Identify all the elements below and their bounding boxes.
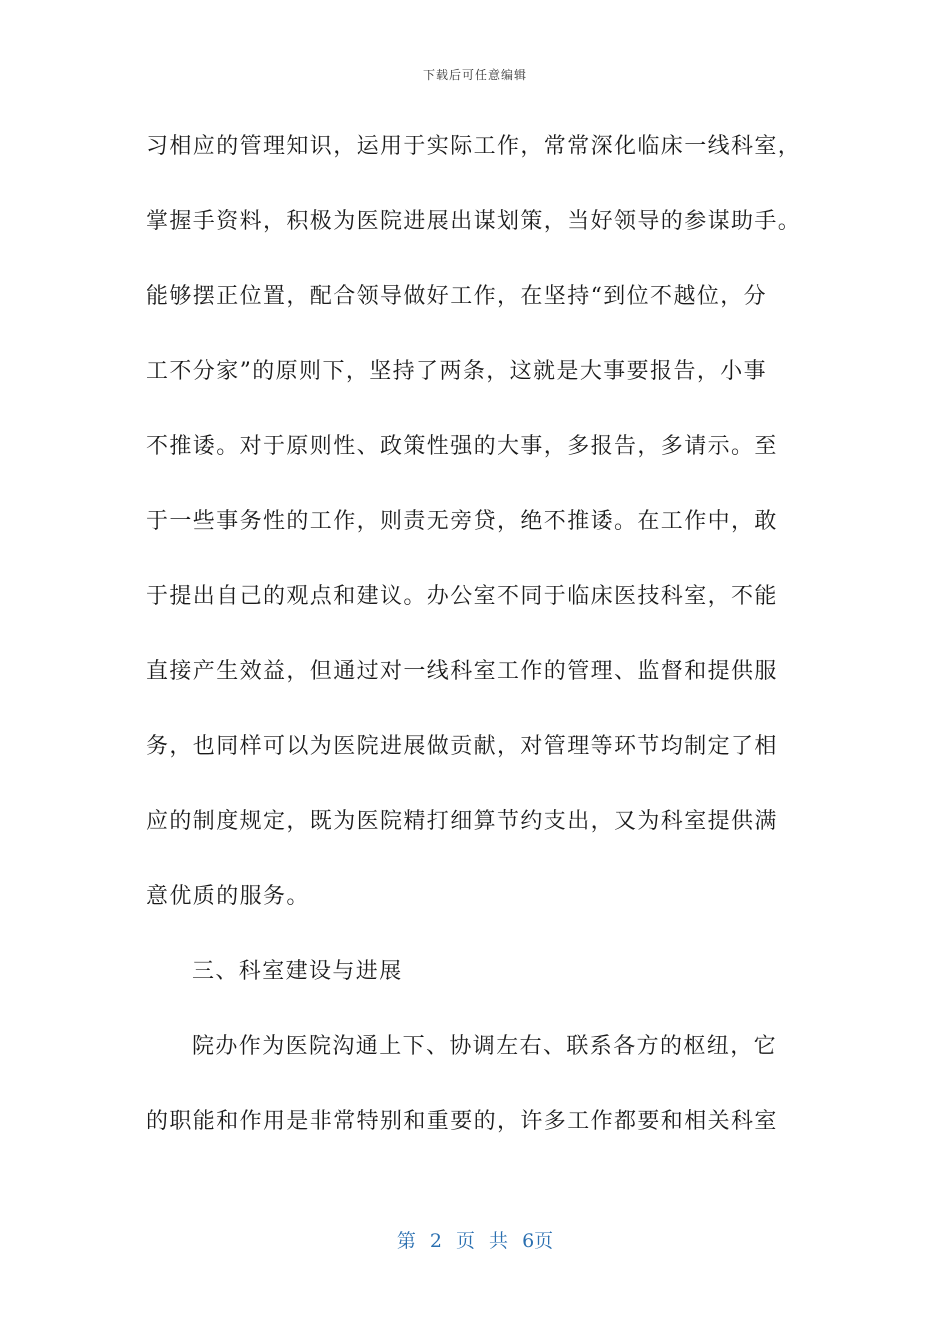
- document-body: [146, 128, 814, 1178]
- text-line: 意优质的服务。: [146, 884, 310, 909]
- paragraph-first-line: 院办作为医院沟通上下、协调左右、联系各方的枢纽，它: [192, 1034, 778, 1059]
- text-line: 习相应的管理知识，运用于实际工作，常常深化临床一线科室，: [146, 134, 802, 159]
- text-line: 务，也同样可以为医院进展做贡献，对管理等环节均制定了相: [146, 734, 778, 759]
- text-line: 的职能和作用是非常特别和重要的，许多工作都要和相关科室: [146, 1109, 778, 1134]
- section-heading: 三、科室建设与进展: [192, 959, 403, 984]
- text-line: 直接产生效益，但通过对一线科室工作的管理、监督和提供服: [146, 659, 778, 684]
- text-line: 工不分家”的原则下，坚持了两条，这就是大事要报告，小事: [146, 359, 768, 384]
- page-header: 下载后可任意编辑: [422, 68, 527, 82]
- text-line: 掌握手资料，积极为医院进展出谋划策，当好领导的参谋助手。: [146, 209, 802, 234]
- text-line: 不推诿。对于原则性、政策性强的大事，多报告，多请示。至: [146, 434, 778, 459]
- text-line: 能够摆正位置，配合领导做好工作，在坚持“到位不越位，分: [146, 284, 768, 309]
- text-line: 于一些事务性的工作，则责无旁贷，绝不推诿。在工作中，敢: [146, 509, 778, 534]
- text-line: 于提出自己的观点和建议。办公室不同于临床医技科室，不能: [146, 584, 778, 609]
- page-number-footer: 第 2 页 共 6页: [396, 1230, 554, 1252]
- text-line: 应的制度规定，既为医院精打细算节约支出，又为科室提供满: [146, 809, 778, 834]
